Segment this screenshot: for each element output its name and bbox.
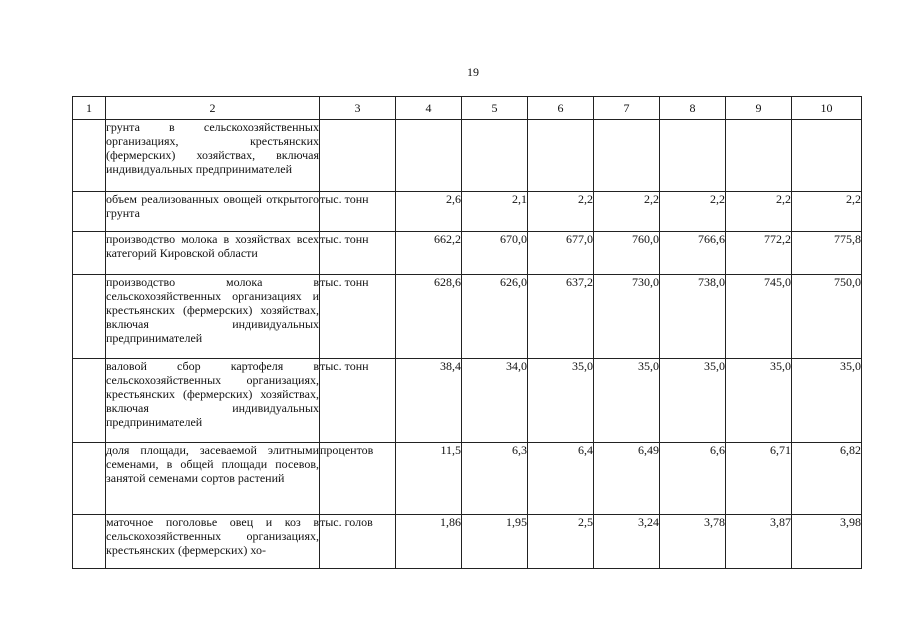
header-cell: 8 <box>660 97 726 120</box>
header-cell: 1 <box>73 97 106 120</box>
value-cell: 35,0 <box>594 359 660 443</box>
value-cell: 34,0 <box>462 359 528 443</box>
value-cell: 760,0 <box>594 232 660 275</box>
value-cell: 6,4 <box>528 443 594 515</box>
value-cell <box>594 120 660 192</box>
table-row <box>73 192 862 232</box>
header-cell: 5 <box>462 97 528 120</box>
unit-cell: тыс. голов <box>320 515 396 569</box>
header-row <box>73 97 862 120</box>
value-cell <box>462 120 528 192</box>
value-cell: 6,3 <box>462 443 528 515</box>
value-cell: 3,24 <box>594 515 660 569</box>
unit-cell: тыс. тонн <box>320 232 396 275</box>
value-cell: 6,6 <box>660 443 726 515</box>
value-cell <box>726 120 792 192</box>
indicator-description: производство молока в хозяйствах всех категорий Кировской области <box>106 232 320 275</box>
unit-cell: тыс. тонн <box>320 192 396 232</box>
value-cell: 2,2 <box>792 192 862 232</box>
value-cell: 2,6 <box>396 192 462 232</box>
value-cell: 2,2 <box>528 192 594 232</box>
value-cell <box>660 120 726 192</box>
row-number-cell <box>73 359 106 443</box>
value-cell: 2,2 <box>594 192 660 232</box>
header-cell: 9 <box>726 97 792 120</box>
table-row <box>73 120 862 192</box>
value-cell: 3,87 <box>726 515 792 569</box>
row-number-cell <box>73 192 106 232</box>
header-cell: 6 <box>528 97 594 120</box>
header-cell: 7 <box>594 97 660 120</box>
value-cell: 3,98 <box>792 515 862 569</box>
value-cell: 2,2 <box>660 192 726 232</box>
unit-cell: тыс. тонн <box>320 275 396 359</box>
indicators-table <box>72 96 862 569</box>
value-cell: 2,5 <box>528 515 594 569</box>
header-cell: 3 <box>320 97 396 120</box>
value-cell: 626,0 <box>462 275 528 359</box>
value-cell: 2,1 <box>462 192 528 232</box>
value-cell: 637,2 <box>528 275 594 359</box>
value-cell: 35,0 <box>726 359 792 443</box>
value-cell <box>396 120 462 192</box>
value-cell <box>792 120 862 192</box>
row-number-cell <box>73 515 106 569</box>
indicator-description: доля площади, засеваемой элитными семенами, в общей площади посевов, занятой семенами сортов растений <box>106 443 320 515</box>
indicator-description: маточное поголовье овец и коз в сельскохозяйственных организациях, крестьянских (фермерских) хо- <box>106 515 320 569</box>
table-body <box>73 120 862 569</box>
header-cell: 10 <box>792 97 862 120</box>
row-number-cell <box>73 120 106 192</box>
value-cell: 738,0 <box>660 275 726 359</box>
value-cell: 775,8 <box>792 232 862 275</box>
value-cell: 38,4 <box>396 359 462 443</box>
row-number-cell <box>73 443 106 515</box>
indicator-description: валовой сбор картофеля в сельскохозяйственных организациях, крестьянских (фермерских) хозяйствах, включая индивидуальных предпринимателей <box>106 359 320 443</box>
row-number-cell <box>73 275 106 359</box>
value-cell: 662,2 <box>396 232 462 275</box>
value-cell: 35,0 <box>660 359 726 443</box>
table-row <box>73 232 862 275</box>
value-cell: 2,2 <box>726 192 792 232</box>
value-cell: 677,0 <box>528 232 594 275</box>
value-cell: 6,71 <box>726 443 792 515</box>
value-cell <box>528 120 594 192</box>
value-cell: 766,6 <box>660 232 726 275</box>
value-cell: 1,86 <box>396 515 462 569</box>
value-cell: 772,2 <box>726 232 792 275</box>
indicator-description: грунта в сельскохозяйственных организациях, крестьянских (фермерских) хозяйствах, включая индивидуальных предпринимателей <box>106 120 320 192</box>
value-cell: 6,82 <box>792 443 862 515</box>
value-cell: 6,49 <box>594 443 660 515</box>
value-cell: 730,0 <box>594 275 660 359</box>
table-row <box>73 443 862 515</box>
value-cell: 745,0 <box>726 275 792 359</box>
page-number: 19 <box>467 65 479 79</box>
value-cell: 670,0 <box>462 232 528 275</box>
unit-cell: тыс. тонн <box>320 359 396 443</box>
indicator-description: производство молока в сельскохозяйственных организациях и крестьянских (фермерских) хозяйствах, включая индивидуальных предпринимателей <box>106 275 320 359</box>
table-row <box>73 359 862 443</box>
indicator-description: объем реализованных овощей открытого грунта <box>106 192 320 232</box>
table-row <box>73 275 862 359</box>
table-header <box>73 97 862 120</box>
unit-cell <box>320 120 396 192</box>
value-cell: 1,95 <box>462 515 528 569</box>
value-cell: 11,5 <box>396 443 462 515</box>
value-cell: 628,6 <box>396 275 462 359</box>
header-cell: 2 <box>106 97 320 120</box>
value-cell: 750,0 <box>792 275 862 359</box>
value-cell: 3,78 <box>660 515 726 569</box>
header-cell: 4 <box>396 97 462 120</box>
unit-cell: процентов <box>320 443 396 515</box>
value-cell: 35,0 <box>528 359 594 443</box>
value-cell: 35,0 <box>792 359 862 443</box>
table-row <box>73 515 862 569</box>
row-number-cell <box>73 232 106 275</box>
